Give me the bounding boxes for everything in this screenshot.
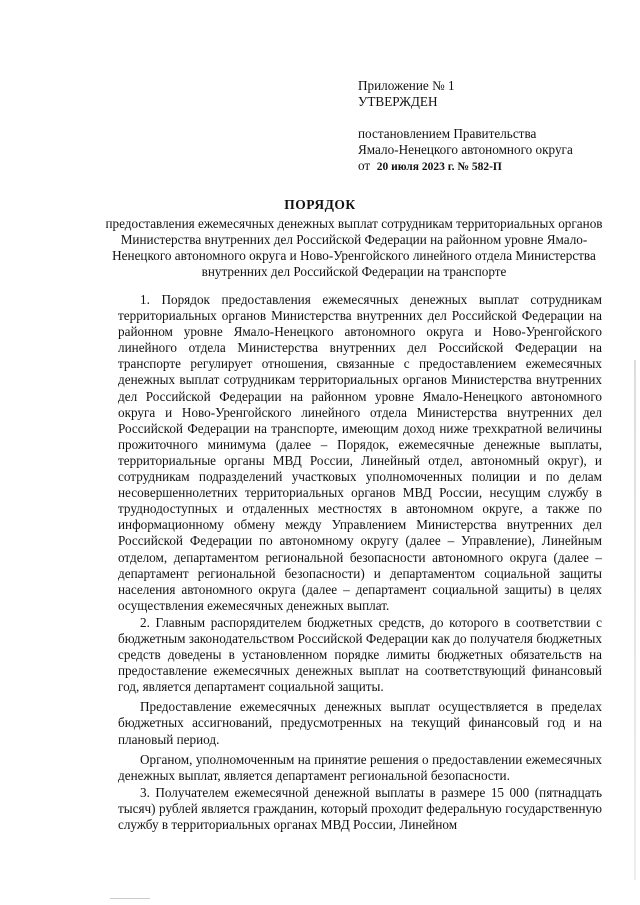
approved-label: УТВЕРЖДЕН [358,94,438,109]
document-body [118,292,602,834]
appendix-label: Приложение № 1 [358,78,455,93]
document-title: ПОРЯДОК [284,197,356,212]
decree-line-2: Ямало-Ненецкого автономного округа [358,142,573,157]
decree-prefix: от [358,158,371,173]
decree-line-1: постановлением Правительства [358,126,537,141]
decree-date-line [358,158,573,175]
scan-edge-mark [634,360,636,880]
paragraph-1: 1. Порядок предоставления ежемесячных денежных выплат сотрудникам территориальных органов Министерства внутренних дел Российской Федерации на районном уровне Ямало-Ненецкого автономного округа и Ново-Уренгойского линейного отдела Министерства внутренних дел Российской Федерации на транспорте регулирует отношения, связанные с предоставлением ежемесячных денежных выплат сотрудникам территориальных органов Министерства внутренних дел Российской Федерации на районном уровне Ямало-Ненецкого автономного округа и Ново-Уренгойского линейного отдела Министерства внутренних дел Российской Федерации на транспорте, имеющим доход ниже трехкратной величины прожиточного минимума (далее – Порядок, ежемесячные денежные выплаты, территориальные органы МВД России, Линейный отдел, автономный округ), и сотрудникам подразделений участковых уполномоченных полиции и по делам несовершеннолетних территориальных органов МВД России, несущим службу в труднодоступных и отдаленных местностях в автономном округе, а также по информационному обмену между Управлением Министерства внутренних дел Российской Федерации по автономному округу (далее – Управление), Линейным отделом, департаментом региональной безопасности автономного округа (далее – департамент региональной безопасности) и департаментом социальной защиты населения автономного округа (далее – департамент социальной защиты) в целях осуществления ежемесячных денежных выплат. [118,292,602,613]
paragraph-3: Предоставление ежемесячных денежных выплат осуществляется в пределах бюджетных ассигнований, предусмотренных на текущий финансовый год и на плановый период. [118,699,602,747]
document-subtitle: предоставления ежемесячных денежных выплат сотрудникам территориальных органов Министерства внутренних дел Российской Федерации на районном уровне Ямало-Ненецкого автономного округа и Ново-Уренгойского линейного отдела Министерства внутренних дел Российской Федерации на транспорте [105,216,603,279]
paragraph-4: Органом, уполномоченным на принятие решения о предоставлении ежемесячных денежных выплат, является департамент региональной безопасности. [118,751,602,783]
scan-bottom-mark [110,898,150,899]
approval-header [358,78,573,175]
paragraph-5: 3. Получателем ежемесячной денежной выплаты в размере 15 000 (пятнадцать тысяч) рублей является гражданин, который проходит федеральную государственную службу в территориальных органах МВД России, Линейном [118,784,602,832]
paragraph-2: 2. Главным распорядителем бюджетных средств, до которого в соответствии с бюджетным законодательством Российской Федерации как до получателя бюджетных средств доведены в установленном порядке лимиты бюджетных обязательств на предоставление ежемесячных денежных выплат на соответствующий финансовый год, является департамент социальной защиты. [118,614,602,695]
decree-date-number: 20 июля 2023 г. № 582-П [376,161,502,173]
